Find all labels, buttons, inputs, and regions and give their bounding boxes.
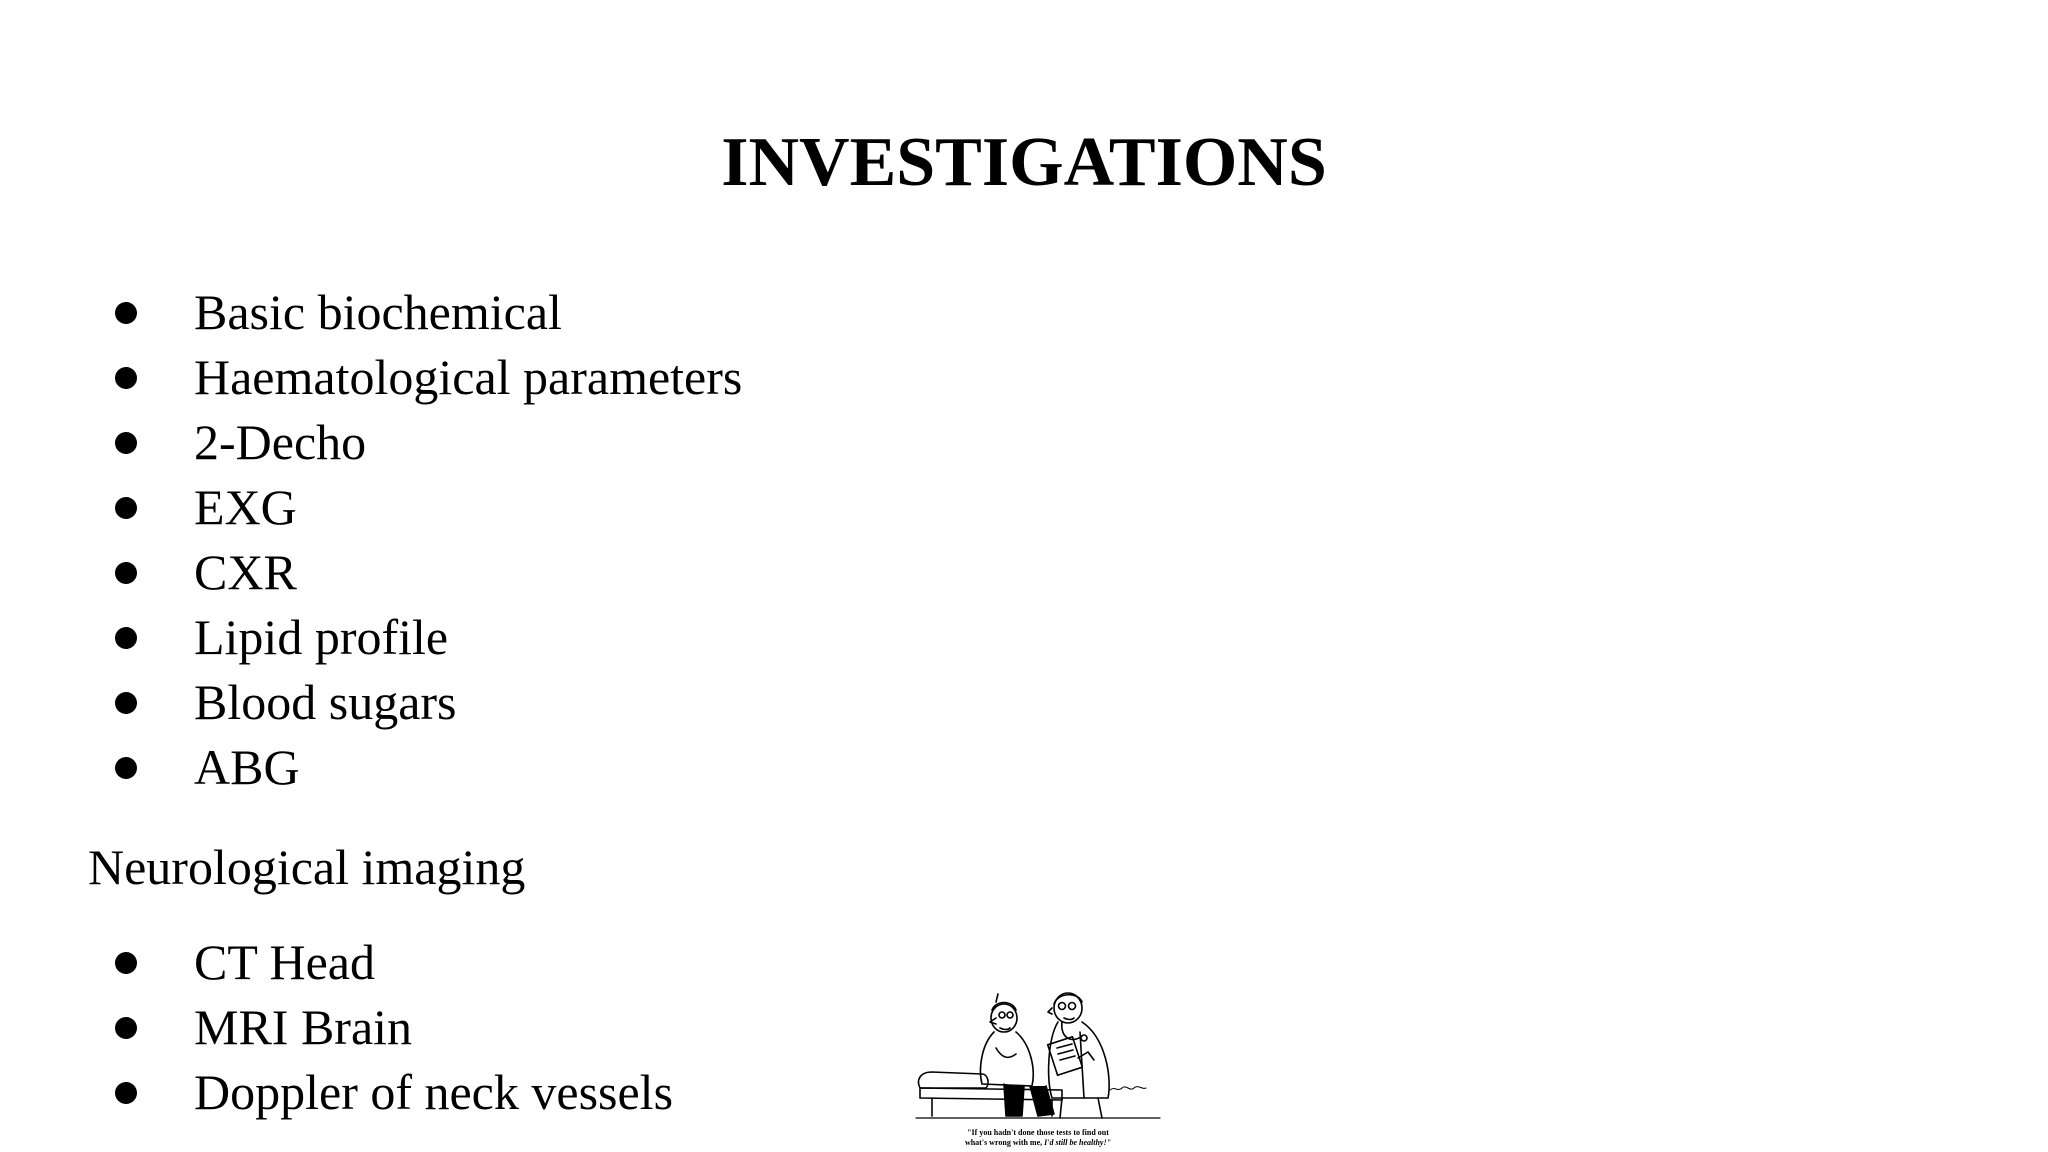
list-item bbox=[110, 995, 673, 1060]
bullet-icon bbox=[115, 1017, 137, 1039]
doctor-patient-cartoon-icon bbox=[912, 988, 1164, 1128]
bullet-icon bbox=[115, 562, 137, 584]
slide-title: INVESTIGATIONS bbox=[721, 124, 1327, 201]
list-item-label: Blood sugars bbox=[194, 674, 457, 730]
list-item bbox=[110, 410, 742, 475]
cartoon-caption-line1: "If you hadn't done those tests to find out bbox=[967, 1128, 1109, 1137]
list-item bbox=[110, 930, 673, 995]
bullet-icon bbox=[115, 497, 137, 519]
bullet-icon bbox=[115, 432, 137, 454]
list-item-label: CXR bbox=[194, 544, 297, 600]
bullet-icon bbox=[115, 757, 137, 779]
list-item bbox=[110, 540, 742, 605]
list-item bbox=[110, 345, 742, 410]
list-item-label: EXG bbox=[194, 479, 297, 535]
list-item bbox=[110, 735, 742, 800]
list-item bbox=[110, 475, 742, 540]
bullet-icon bbox=[115, 952, 137, 974]
doctor-patient-cartoon bbox=[912, 988, 1164, 1152]
list-item-label: MRI Brain bbox=[194, 999, 413, 1055]
imaging-tests-list bbox=[110, 930, 673, 1125]
list-item-label: CT Head bbox=[194, 934, 375, 990]
lab-tests-list bbox=[110, 280, 742, 800]
list-item bbox=[110, 670, 742, 735]
bullet-icon bbox=[115, 367, 137, 389]
bullet-icon bbox=[115, 302, 137, 324]
cartoon-caption-line2-plain: what's wrong with me, bbox=[964, 1138, 1045, 1147]
list-item-label: Haematological parameters bbox=[194, 349, 743, 405]
cartoon-caption bbox=[912, 1128, 1164, 1148]
list-item-label: Doppler of neck vessels bbox=[194, 1064, 674, 1120]
list-item-label: 2-Decho bbox=[194, 414, 367, 470]
bullet-icon bbox=[115, 1082, 137, 1104]
list-item-label: Lipid profile bbox=[194, 609, 449, 665]
list-item bbox=[110, 605, 742, 670]
bullet-icon bbox=[115, 692, 137, 714]
list-item bbox=[110, 280, 742, 345]
list-item-label: ABG bbox=[194, 739, 300, 795]
cartoon-caption-line2-italic: I'd still be healthy!" bbox=[1044, 1138, 1112, 1147]
imaging-heading: Neurological imaging bbox=[88, 839, 526, 895]
list-item-label: Basic biochemical bbox=[194, 284, 562, 340]
bullet-icon bbox=[115, 627, 137, 649]
cartoon-caption-line2 bbox=[912, 1138, 1164, 1148]
list-item bbox=[110, 1060, 673, 1125]
